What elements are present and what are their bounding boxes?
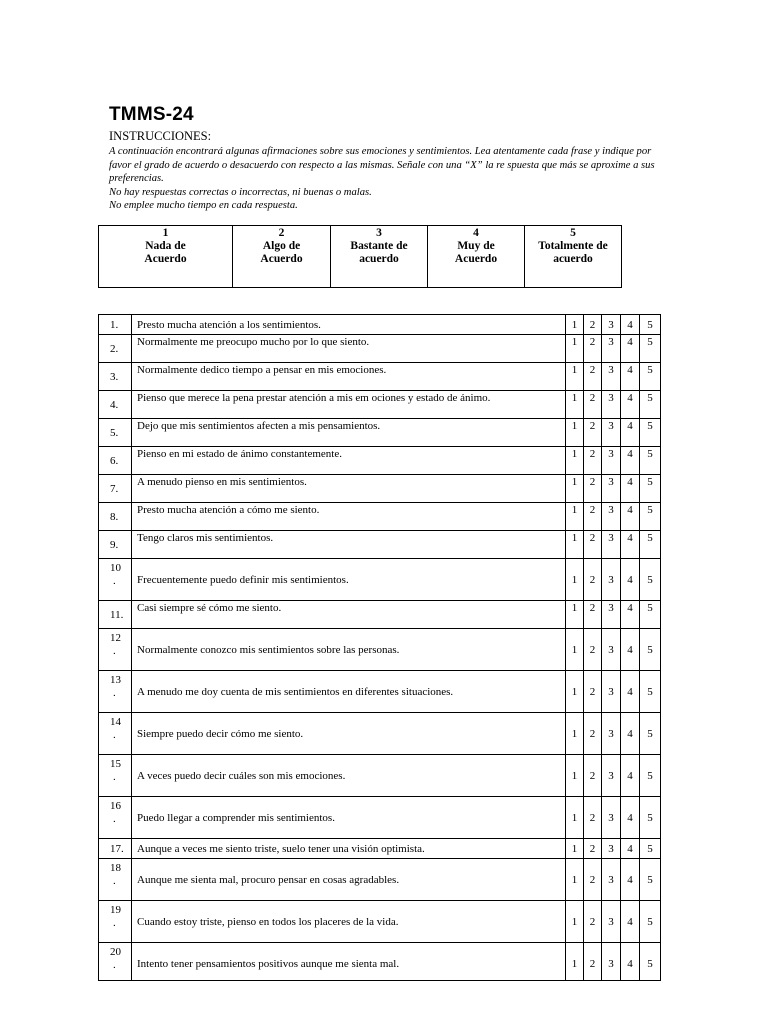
scale-cell-5 (525, 226, 622, 288)
question-number-text: 13 (110, 674, 121, 686)
instructions-heading: INSTRUCCIONES: (109, 129, 212, 143)
scale-label: Acuerdo (454, 253, 498, 265)
question-text: Normalmente dedico tiempo a pensar en mis emociones. (132, 363, 566, 391)
answer-option-5[interactable]: 5 (640, 503, 661, 531)
scale-number: 3 (376, 227, 382, 239)
question-number (99, 391, 132, 419)
answer-option-2[interactable]: 2 (584, 713, 602, 755)
answer-option-4[interactable]: 4 (621, 559, 640, 601)
answer-option-1[interactable]: 1 (566, 901, 584, 943)
question-row (99, 601, 661, 629)
answer-option-2[interactable]: 2 (584, 901, 602, 943)
scale-number: 1 (162, 227, 169, 239)
question-text: Intento tener pensamientos positivos aunque me sienta mal. (132, 943, 566, 981)
question-number (99, 755, 132, 797)
answer-option-2[interactable]: 2 (584, 363, 602, 391)
question-text: Normalmente conozco mis sentimientos sobre las personas. (132, 629, 566, 671)
answer-option-2[interactable]: 2 (584, 503, 602, 531)
answer-option-1[interactable]: 1 (566, 475, 584, 503)
answer-option-5[interactable]: 5 (640, 839, 661, 859)
answer-option-2[interactable]: 2 (584, 797, 602, 839)
answer-option-2[interactable]: 2 (584, 755, 602, 797)
question-row (99, 503, 661, 531)
answer-option-2[interactable]: 2 (584, 839, 602, 859)
question-number-text: 1. (110, 318, 119, 331)
answer-option-2[interactable]: 2 (584, 859, 602, 901)
answer-option-2[interactable]: 2 (584, 559, 602, 601)
scale-label: Bastante de (350, 240, 408, 252)
answer-option-1[interactable]: 1 (566, 859, 584, 901)
question-number-text: 11. (110, 608, 124, 621)
scale-cell-2 (233, 226, 331, 288)
response-scale-row (99, 226, 622, 288)
answer-option-5[interactable]: 5 (640, 901, 661, 943)
answer-option-5[interactable]: 5 (640, 601, 661, 629)
answer-option-4[interactable]: 4 (621, 419, 640, 447)
question-row (99, 447, 661, 475)
answer-option-5[interactable]: 5 (640, 531, 661, 559)
question-number-suffix: . (113, 575, 116, 587)
answer-option-4[interactable]: 4 (621, 531, 640, 559)
answer-option-2[interactable]: 2 (584, 391, 602, 419)
answer-option-3[interactable]: 3 (602, 755, 621, 797)
answer-option-3[interactable]: 3 (602, 713, 621, 755)
instructions-paragraph: A continuación encontrará algunas afirmaciones sobre sus emociones y sentimientos. Lea atentamente cada frase y indique por favor el grado de acuerdo o desacuerdo con respecto a las mismas. Señale con una “X” la re spuesta que más se aproxime a sus preferencias. (109, 146, 655, 184)
question-row (99, 943, 661, 981)
question-row (99, 335, 661, 363)
question-row (99, 901, 661, 943)
answer-option-1[interactable]: 1 (566, 503, 584, 531)
answer-option-3[interactable]: 3 (602, 531, 621, 559)
answer-option-3[interactable]: 3 (602, 943, 621, 981)
answer-option-1[interactable]: 1 (566, 713, 584, 755)
question-number-text: 16 (110, 800, 121, 812)
answer-option-5[interactable]: 5 (640, 671, 661, 713)
question-number-text: 8. (110, 510, 119, 523)
question-row (99, 629, 661, 671)
answer-option-5[interactable]: 5 (640, 943, 661, 981)
question-number (99, 629, 132, 671)
question-text: A menudo me doy cuenta de mis sentimientos en diferentes situaciones. (132, 671, 566, 713)
question-row (99, 315, 661, 335)
answer-option-3[interactable]: 3 (602, 901, 621, 943)
answer-option-5[interactable]: 5 (640, 755, 661, 797)
question-number-text: 20 (110, 946, 121, 958)
question-text: Pienso que merece la pena prestar atención a mis em ociones y estado de ánimo. (132, 391, 566, 419)
question-text: A veces puedo decir cuáles son mis emociones. (132, 755, 566, 797)
document-title: TMMS-24 (109, 104, 194, 125)
answer-option-4[interactable]: 4 (621, 901, 640, 943)
answer-option-1[interactable]: 1 (566, 601, 584, 629)
question-number-text: 5. (110, 426, 119, 439)
answer-option-1[interactable]: 1 (566, 943, 584, 981)
question-number (99, 531, 132, 559)
answer-option-5[interactable]: 5 (640, 797, 661, 839)
answer-option-2[interactable]: 2 (584, 447, 602, 475)
instructions-text (109, 145, 664, 213)
answer-option-2[interactable]: 2 (584, 475, 602, 503)
answer-option-5[interactable]: 5 (640, 713, 661, 755)
answer-option-1[interactable]: 1 (566, 447, 584, 475)
answer-option-3[interactable]: 3 (602, 391, 621, 419)
answer-option-3[interactable]: 3 (602, 859, 621, 901)
question-row (99, 419, 661, 447)
answer-option-4[interactable]: 4 (621, 335, 640, 363)
scale-number: 2 (278, 227, 285, 239)
scale-label: acuerdo (553, 253, 593, 265)
answer-option-5[interactable]: 5 (640, 335, 661, 363)
answer-option-1[interactable]: 1 (566, 419, 584, 447)
question-text: Aunque a veces me siento triste, suelo tener una visión optimista. (132, 839, 566, 859)
answer-option-1[interactable]: 1 (566, 363, 584, 391)
answer-option-3[interactable]: 3 (602, 335, 621, 363)
question-number-suffix: . (113, 959, 116, 971)
answer-option-2[interactable]: 2 (584, 419, 602, 447)
scale-cell-3 (331, 226, 428, 288)
question-number-suffix: . (113, 645, 116, 657)
answer-option-1[interactable]: 1 (566, 671, 584, 713)
answer-option-3[interactable]: 3 (602, 475, 621, 503)
scale-label: Muy de (457, 240, 495, 252)
question-number-suffix: . (113, 771, 116, 783)
question-number-text: 6. (110, 454, 119, 467)
scale-label: Algo de (262, 240, 301, 252)
answer-option-4[interactable]: 4 (621, 671, 640, 713)
question-text: Tengo claros mis sentimientos. (132, 531, 566, 559)
question-row (99, 839, 661, 859)
scale-cell-4 (428, 226, 525, 288)
answer-option-3[interactable]: 3 (602, 797, 621, 839)
scale-label: Acuerdo (260, 253, 303, 265)
answer-option-4[interactable]: 4 (621, 391, 640, 419)
scale-label: Nada de (145, 240, 186, 252)
question-number (99, 559, 132, 601)
questionnaire-table (98, 314, 661, 981)
question-number (99, 447, 132, 475)
question-number-suffix: . (113, 729, 116, 741)
scale-label: Acuerdo (144, 253, 187, 265)
question-number (99, 839, 132, 859)
answer-option-4[interactable]: 4 (621, 475, 640, 503)
answer-option-4[interactable]: 4 (621, 363, 640, 391)
question-text: Normalmente me preocupo mucho por lo que siento. (132, 335, 566, 363)
question-row (99, 671, 661, 713)
question-text: A menudo pienso en mis sentimientos. (132, 475, 566, 503)
question-number (99, 503, 132, 531)
answer-option-2[interactable]: 2 (584, 671, 602, 713)
question-number-text: 9. (110, 538, 119, 551)
question-number-text: 7. (110, 482, 119, 495)
question-number-text: 4. (110, 398, 119, 411)
question-number (99, 363, 132, 391)
answer-option-1[interactable]: 1 (566, 839, 584, 859)
answer-option-3[interactable]: 3 (602, 503, 621, 531)
answer-option-3[interactable]: 3 (602, 671, 621, 713)
scale-cell-1 (99, 226, 233, 288)
answer-option-2[interactable]: 2 (584, 629, 602, 671)
scale-label: acuerdo (359, 253, 399, 265)
question-number-text: 2. (110, 342, 119, 355)
question-number (99, 713, 132, 755)
answer-option-4[interactable]: 4 (621, 943, 640, 981)
answer-option-5[interactable]: 5 (640, 419, 661, 447)
question-number-text: 3. (110, 370, 119, 383)
answer-option-4[interactable]: 4 (621, 447, 640, 475)
answer-option-2[interactable]: 2 (584, 335, 602, 363)
question-number-text: 15 (110, 758, 121, 770)
answer-option-5[interactable]: 5 (640, 629, 661, 671)
answer-option-4[interactable]: 4 (621, 503, 640, 531)
answer-option-5[interactable]: 5 (640, 447, 661, 475)
question-number (99, 335, 132, 363)
question-number (99, 671, 132, 713)
question-text: Casi siempre sé cómo me siento. (132, 601, 566, 629)
instructions-line-2: No hay respuestas correctas o incorrectas, ni buenas o malas. (109, 186, 372, 198)
response-scale-table (98, 225, 622, 288)
question-number-text: 19 (110, 904, 121, 916)
answer-option-5[interactable]: 5 (640, 363, 661, 391)
answer-option-3[interactable]: 3 (602, 839, 621, 859)
question-text: Aunque me sienta mal, procuro pensar en cosas agradables. (132, 859, 566, 901)
question-number-text: 12 (110, 632, 121, 644)
question-text: Dejo que mis sentimientos afecten a mis pensamientos. (132, 419, 566, 447)
answer-option-1[interactable]: 1 (566, 531, 584, 559)
question-number (99, 859, 132, 901)
answer-option-4[interactable]: 4 (621, 755, 640, 797)
answer-option-5[interactable]: 5 (640, 315, 661, 335)
question-row (99, 531, 661, 559)
question-text: Cuando estoy triste, pienso en todos los placeres de la vida. (132, 901, 566, 943)
answer-option-3[interactable]: 3 (602, 315, 621, 335)
question-number (99, 475, 132, 503)
answer-option-4[interactable]: 4 (621, 839, 640, 859)
question-number (99, 315, 132, 335)
question-number (99, 419, 132, 447)
scale-number: 4 (473, 227, 479, 239)
answer-option-3[interactable]: 3 (602, 447, 621, 475)
question-number-suffix: . (113, 875, 116, 887)
question-row (99, 363, 661, 391)
question-row (99, 713, 661, 755)
question-number-text: 17. (110, 842, 124, 855)
question-number-text: 14 (110, 716, 121, 728)
question-number (99, 901, 132, 943)
answer-option-4[interactable]: 4 (621, 315, 640, 335)
answer-option-5[interactable]: 5 (640, 475, 661, 503)
question-number-suffix: . (113, 687, 116, 699)
answer-option-4[interactable]: 4 (621, 859, 640, 901)
question-row (99, 755, 661, 797)
answer-option-3[interactable]: 3 (602, 629, 621, 671)
question-text: Pienso en mi estado de ánimo constantemente. (132, 447, 566, 475)
question-row (99, 797, 661, 839)
answer-option-5[interactable]: 5 (640, 559, 661, 601)
answer-option-4[interactable]: 4 (621, 601, 640, 629)
question-text: Presto mucha atención a cómo me siento. (132, 503, 566, 531)
answer-option-2[interactable]: 2 (584, 315, 602, 335)
question-number-text: 18 (110, 862, 121, 874)
question-text: Frecuentemente puedo definir mis sentimientos. (132, 559, 566, 601)
question-number (99, 797, 132, 839)
answer-option-5[interactable]: 5 (640, 859, 661, 901)
question-number-suffix: . (113, 917, 116, 929)
answer-option-1[interactable]: 1 (566, 797, 584, 839)
answer-option-3[interactable]: 3 (602, 601, 621, 629)
question-text: Siempre puedo decir cómo me siento. (132, 713, 566, 755)
question-text: Puedo llegar a comprender mis sentimientos. (132, 797, 566, 839)
question-number (99, 943, 132, 981)
answer-option-1[interactable]: 1 (566, 335, 584, 363)
answer-option-2[interactable]: 2 (584, 943, 602, 981)
question-row (99, 559, 661, 601)
question-row (99, 391, 661, 419)
answer-option-1[interactable]: 1 (566, 755, 584, 797)
question-number-suffix: . (113, 813, 116, 825)
answer-option-3[interactable]: 3 (602, 419, 621, 447)
question-row (99, 475, 661, 503)
answer-option-1[interactable]: 1 (566, 315, 584, 335)
instructions-line-3: No emplee mucho tiempo en cada respuesta. (109, 200, 298, 211)
answer-option-4[interactable]: 4 (621, 629, 640, 671)
answer-option-4[interactable]: 4 (621, 797, 640, 839)
answer-option-1[interactable]: 1 (566, 559, 584, 601)
question-row (99, 859, 661, 901)
question-text: Presto mucha atención a los sentimientos. (132, 315, 566, 335)
question-number-text: 10 (110, 562, 121, 574)
scale-label: Totalmente de (538, 240, 608, 252)
answer-option-5[interactable]: 5 (640, 391, 661, 419)
answer-option-4[interactable]: 4 (621, 713, 640, 755)
question-number (99, 601, 132, 629)
answer-option-2[interactable]: 2 (584, 531, 602, 559)
answer-option-3[interactable]: 3 (602, 363, 621, 391)
answer-option-1[interactable]: 1 (566, 629, 584, 671)
answer-option-3[interactable]: 3 (602, 559, 621, 601)
answer-option-2[interactable]: 2 (584, 601, 602, 629)
answer-option-1[interactable]: 1 (566, 391, 584, 419)
scale-number: 5 (570, 227, 576, 239)
